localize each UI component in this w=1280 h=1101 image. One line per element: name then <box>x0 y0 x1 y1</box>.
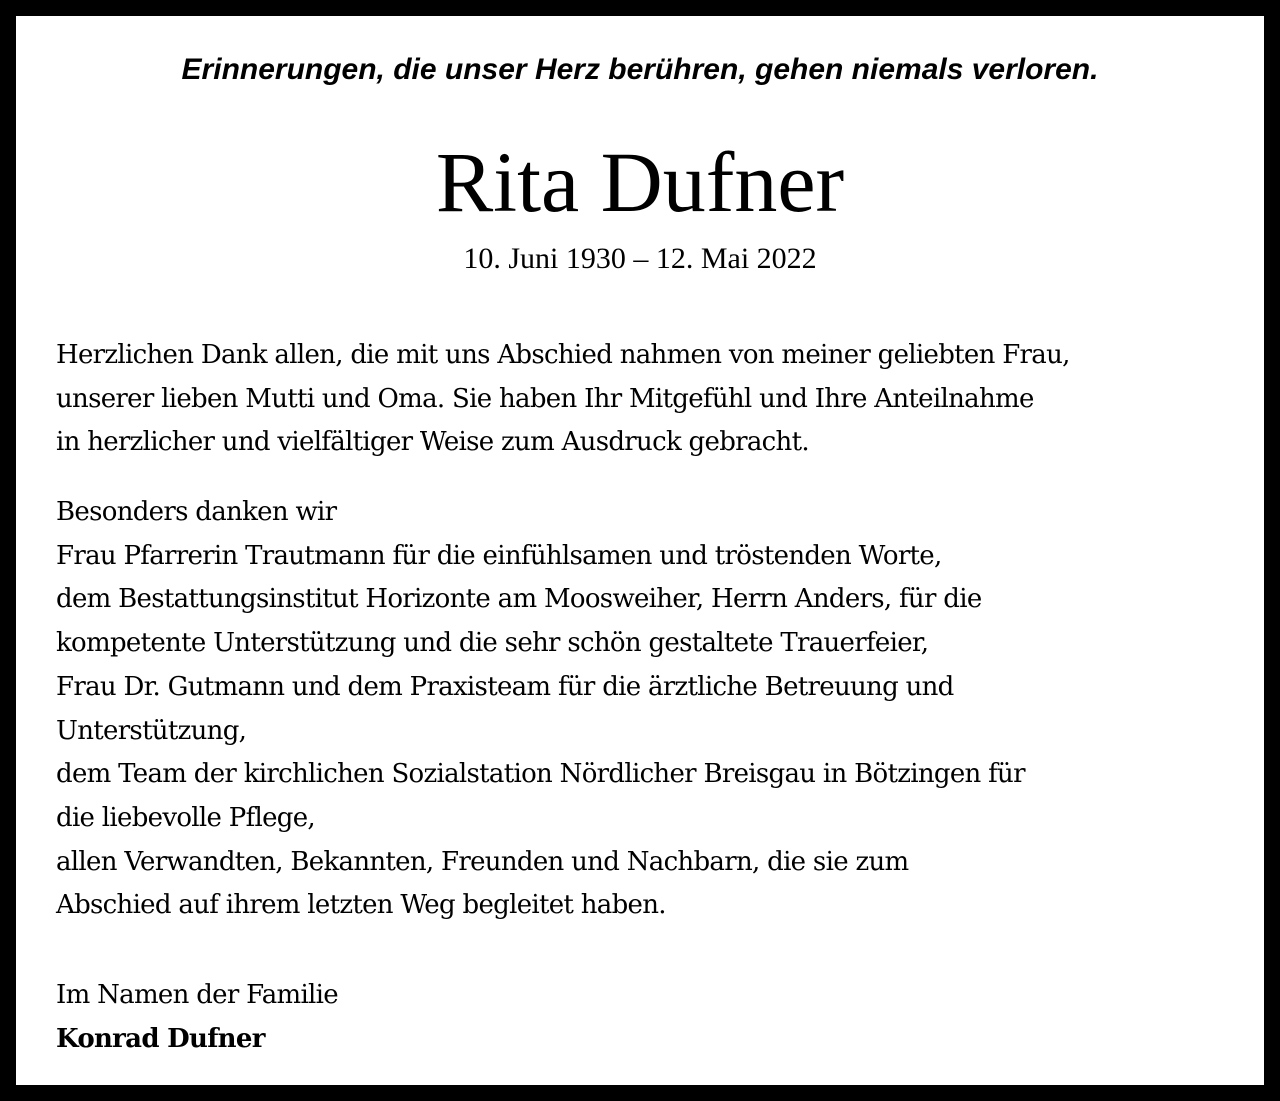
signature-intro: Im Namen der Familie <box>56 980 338 1010</box>
signature-block <box>56 974 1236 1061</box>
obituary-card <box>16 16 1264 1085</box>
text-line: Unterstützung, <box>56 715 247 746</box>
thanks-paragraph <box>56 334 1236 465</box>
text-line: dem Team der kirchlichen Sozialstation Nördlicher Breisgau in Bötzingen für <box>56 759 1025 790</box>
text-line: die liebevolle Pflege, <box>56 802 315 833</box>
deceased-name: Rita Dufner <box>435 134 845 230</box>
text-line: kompetente Unterstützung und die sehr schön gestaltete Trauerfeier, <box>56 628 929 659</box>
text-line: in herzlicher und vielfältiger Weise zum Ausdruck gebracht. <box>56 427 809 458</box>
text-line: Herzlichen Dank allen, die mit uns Abschied nahmen von meiner geliebten Frau, <box>56 340 1070 370</box>
signature-name: Konrad Dufner <box>56 1023 265 1054</box>
text-line: Frau Dr. Gutmann und dem Praxisteam für die ärztliche Betreuung und <box>56 671 954 702</box>
text-line: Besonders danken wir <box>56 497 337 527</box>
text-line: allen Verwandten, Bekannten, Freunden und Nachbarn, die sie zum <box>56 846 909 877</box>
text-line: unserer lieben Mutti und Oma. Sie haben Ihr Mitgefühl und Ihre Anteilnahme <box>56 383 1034 414</box>
motto-heading: Erinnerungen, die unser Herz berühren, gehen niemals verloren. <box>181 53 1099 86</box>
text-line: Frau Pfarrerin Trautmann für die einfühlsamen und tröstenden Worte, <box>56 540 942 571</box>
text-line: Abschied auf ihrem letzten Weg begleitet haben. <box>56 890 666 921</box>
text-line: dem Bestattungsinstitut Horizonte am Moosweiher, Herrn Anders, für die <box>56 584 982 615</box>
life-dates: 10. Juni 1930 – 12. Mai 2022 <box>463 242 817 275</box>
special-thanks-paragraph <box>56 491 1236 928</box>
